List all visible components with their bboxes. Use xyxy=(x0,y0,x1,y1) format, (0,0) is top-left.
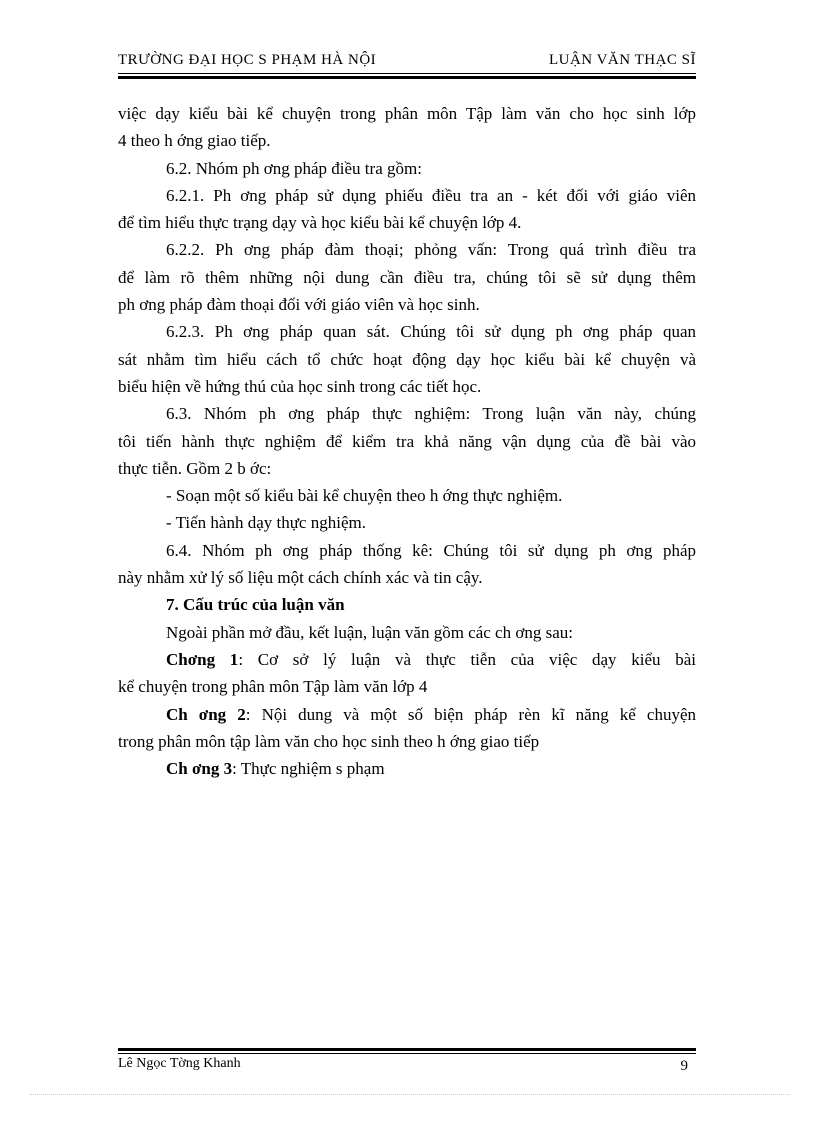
text-line: việc dạy kiểu bài kể chuyện trong phân môn Tập làm văn cho học sinh lớp xyxy=(118,104,696,123)
chapter-2-label: Ch ơng 2 xyxy=(166,704,246,724)
text-line: 6.2. Nhóm ph ơng pháp điều tra gồm: xyxy=(166,158,422,178)
text-line: 6.2.2. Ph ơng pháp đàm thoại; phỏng vấn: Trong quá trình điều tra xyxy=(166,240,696,260)
text-line: trong phân môn tập làm văn cho học sinh theo h ớng giao tiếp xyxy=(118,731,540,751)
page-number: 9 xyxy=(680,1058,688,1074)
chapter-1-label: Chơng 1 xyxy=(166,649,239,669)
text-line: tôi tiến hành thực nghiệm để kiểm tra khả năng vận dụng của đề bài vào xyxy=(118,431,696,451)
text-line: - Tiến hành dạy thực nghiệm. xyxy=(166,513,366,533)
header-rule-thick xyxy=(118,76,696,79)
text-line: 4 theo h ớng giao tiếp. xyxy=(118,131,271,151)
header-rule-thin xyxy=(118,73,696,74)
text-line: 6.4. Nhóm ph ơng pháp thống kê: Chúng tôi sử dụng ph ơng pháp xyxy=(166,540,696,560)
chapter-2-line xyxy=(118,701,696,728)
text-line: ph ơng pháp đàm thoại đối với giáo viên và học sinh. xyxy=(118,295,480,315)
text-line: Ngoài phần mở đầu, kết luận, luận văn gồm các ch ơng sau: xyxy=(166,622,573,642)
text-line: thực tiễn. Gồm 2 b ớc: xyxy=(118,458,272,478)
header-university: TRƯỜNG ĐẠI HỌC S PHẠM HÀ NỘI xyxy=(118,52,377,68)
page-body xyxy=(118,100,696,782)
chapter-2-title: : Nội dung và một số biện pháp rèn kĩ năng kể chuyện xyxy=(245,704,696,724)
page-footer xyxy=(118,1056,696,1076)
text-line: biểu hiện về hứng thú của học sinh trong các tiết học. xyxy=(118,376,482,396)
chapter-1-line xyxy=(118,646,696,673)
chapter-3-label: Ch ơng 3 xyxy=(166,759,233,779)
text-line: này nhằm xử lý số liệu một cách chính xác và tin cậy. xyxy=(118,568,483,588)
chapter-3-title: : Thực nghiệm s phạm xyxy=(232,759,385,779)
text-line: kể chuyện trong phân môn Tập làm văn lớp 4 xyxy=(118,677,428,697)
section-heading: 7. Cấu trúc của luận văn xyxy=(166,595,345,615)
text-line: - Soạn một số kiểu bài kể chuyện theo h ớng thực nghiệm. xyxy=(166,486,563,506)
text-line: để tìm hiểu thực trạng dạy và học kiểu bài kể chuyện lớp 4. xyxy=(118,213,522,233)
page-edge-divider xyxy=(30,1094,790,1095)
text-line: 6.2.1. Ph ơng pháp sử dụng phiếu điều tra an - két đối với giáo viên xyxy=(166,185,696,205)
text-line: 6.2.3. Ph ơng pháp quan sát. Chúng tôi sử dụng ph ơng pháp quan xyxy=(166,322,696,342)
text-line: sát nhằm tìm hiểu cách tổ chức hoạt động dạy học kiểu bài kể chuyện và xyxy=(118,349,696,369)
chapter-3-line xyxy=(118,755,696,782)
footer-author: Lê Ngọc Tờng Khanh xyxy=(118,1056,241,1071)
header-thesis-type: LUẬN VĂN THẠC SĨ xyxy=(548,52,696,68)
text-line: 6.3. Nhóm ph ơng pháp thực nghiệm: Trong luận văn này, chúng xyxy=(166,404,696,424)
page-header xyxy=(118,52,696,74)
footer-rule-thin xyxy=(118,1053,696,1054)
footer-rule-thick xyxy=(118,1048,696,1051)
chapter-1-title: : Cơ sở lý luận và thực tiễn của việc dạy kiểu bài xyxy=(238,649,696,669)
text-line: để làm rõ thêm những nội dung cần điều tra, chúng tôi sẽ sử dụng thêm xyxy=(118,267,696,287)
